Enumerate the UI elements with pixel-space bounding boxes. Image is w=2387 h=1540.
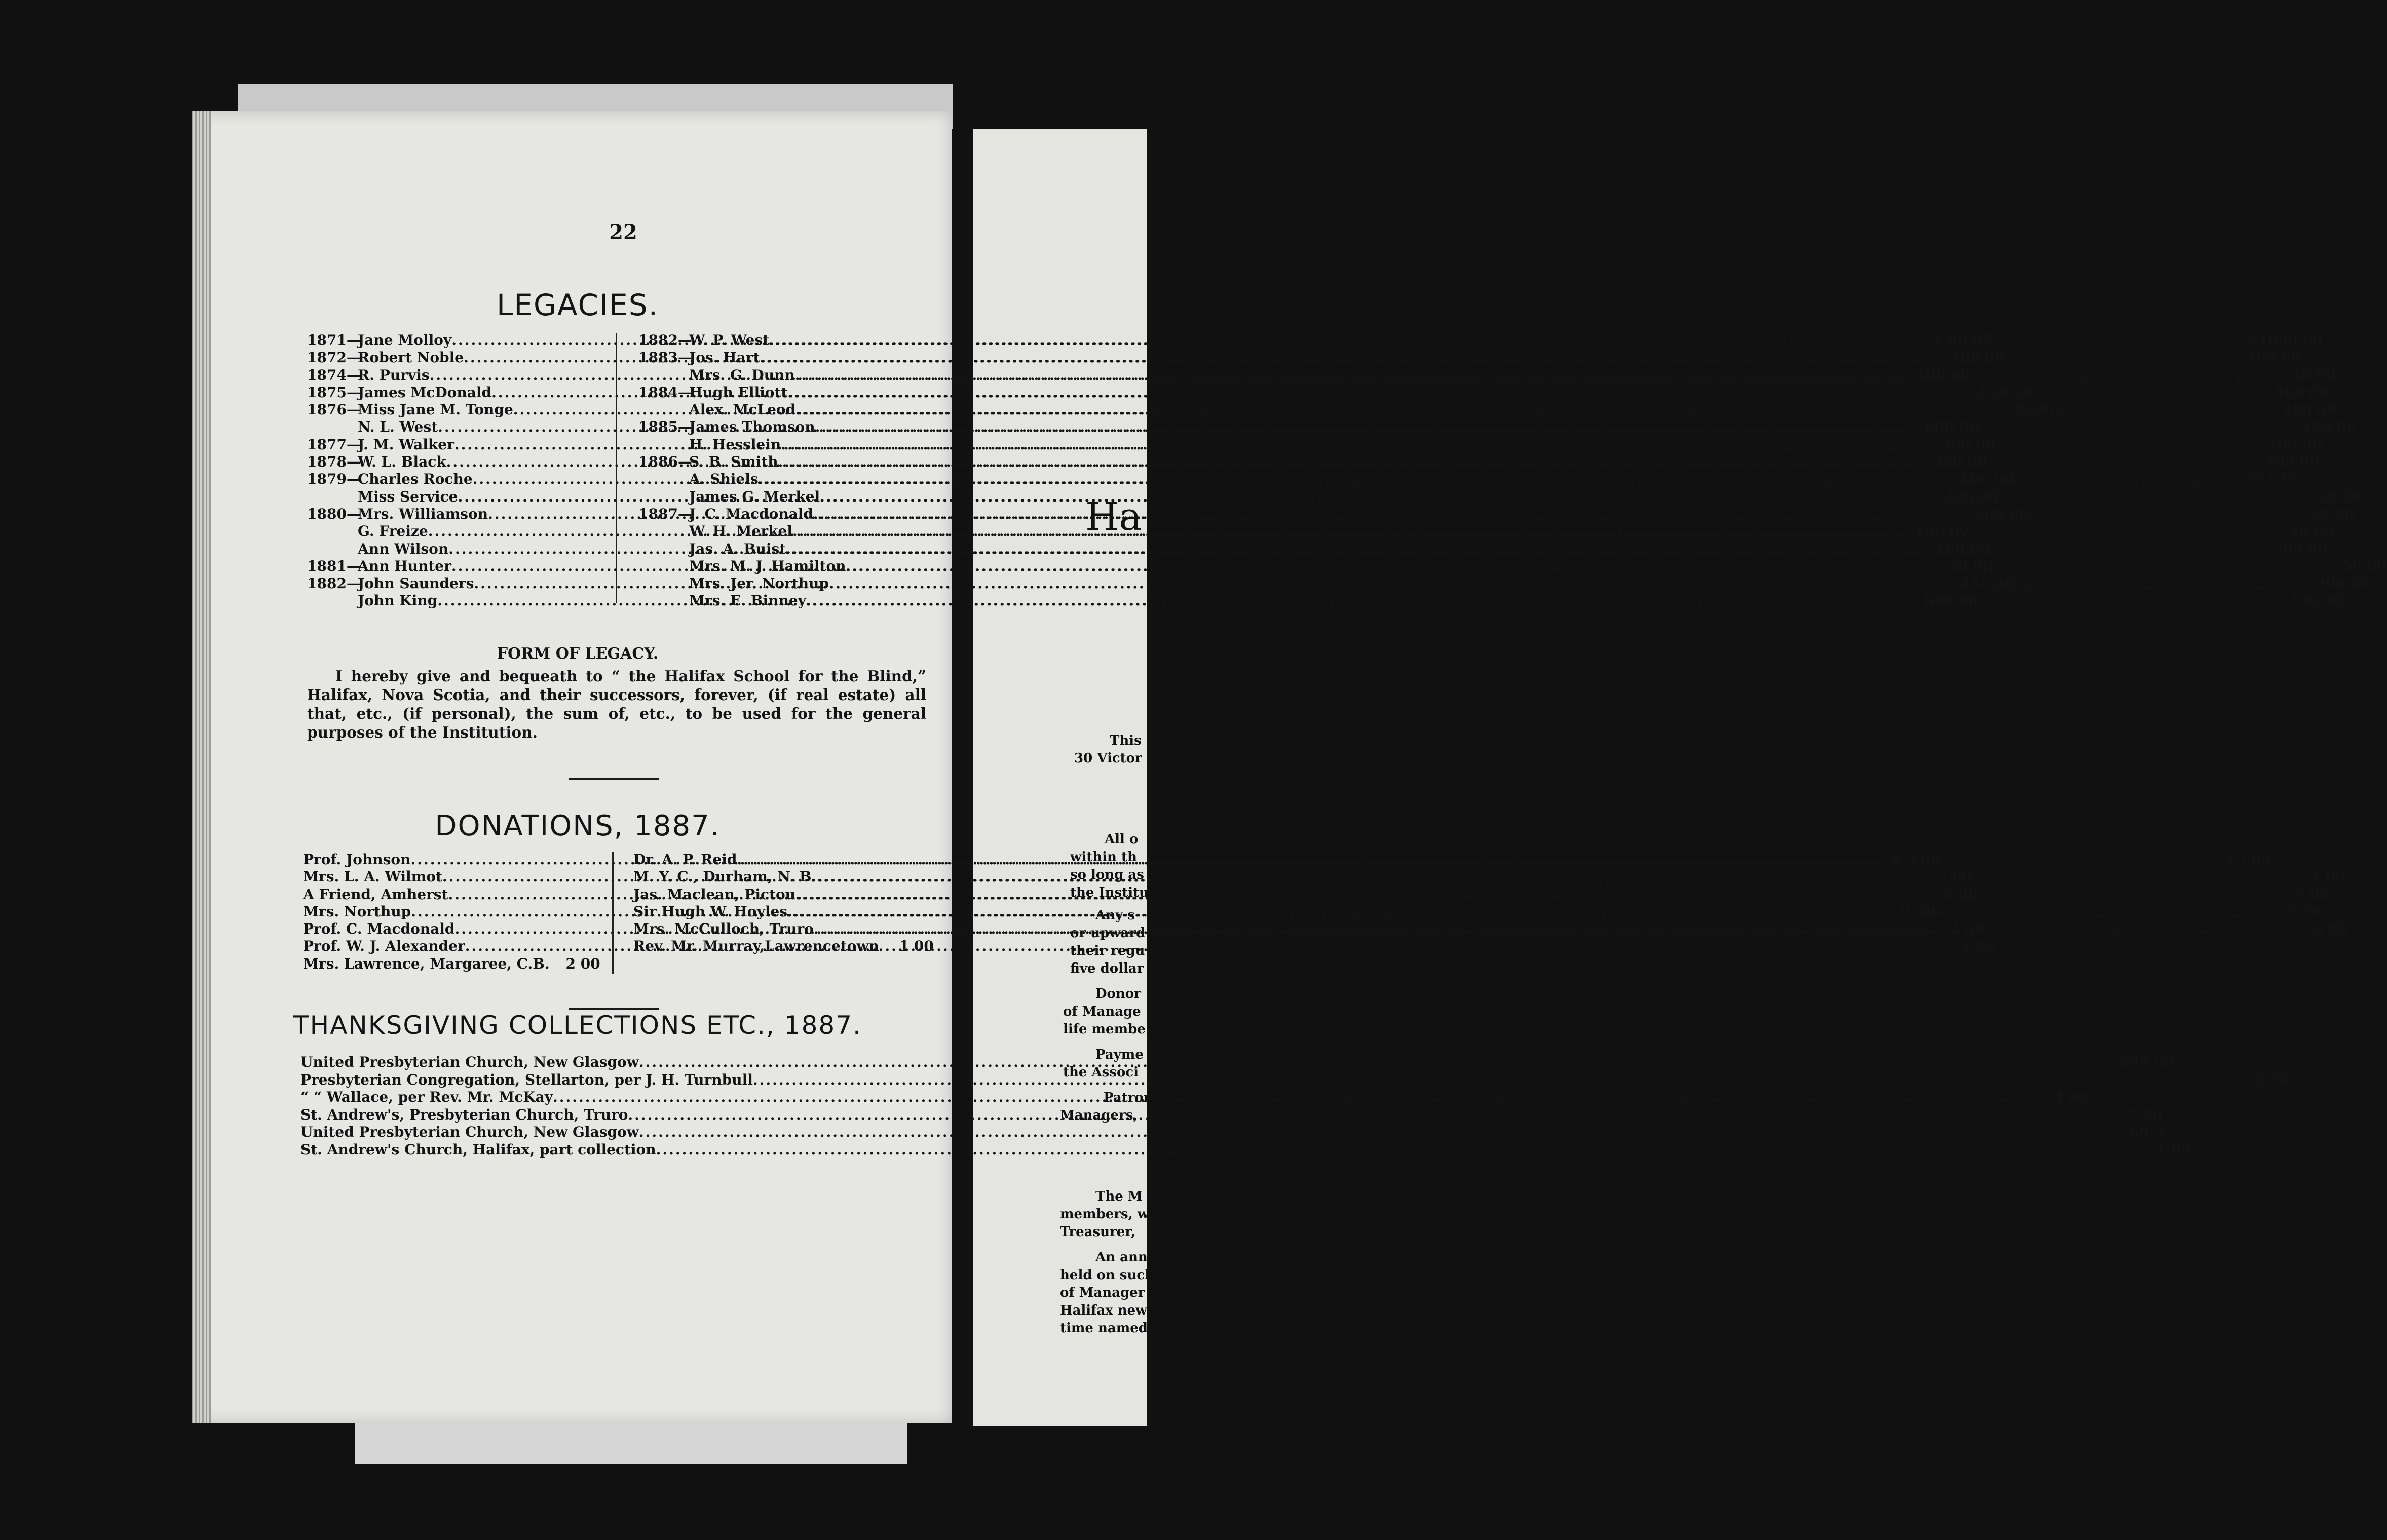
entry-name: “ “ Wallace, per Rev. Mr. McKay [300, 1089, 553, 1105]
facing-page-line: within th [1070, 850, 1137, 865]
entry-amount: 5 00 [2287, 903, 2322, 920]
leader-dots [786, 541, 2265, 558]
entry-name: Ann Wilson [358, 540, 449, 557]
entry-name: Jos. Hart [689, 349, 760, 366]
entry-name: John King [358, 592, 438, 609]
entry-amount: 1 00 [899, 938, 934, 955]
entry-year: 1886— [638, 453, 692, 471]
leader-dots [795, 367, 2274, 384]
entry-amount: 50 00 [2309, 505, 2355, 522]
facing-page-line: the Institu [1070, 885, 1149, 900]
facing-page-line: or upward [1070, 926, 1146, 941]
entry-year: 1882— [638, 332, 692, 349]
entry-amount: 2 00 [2313, 920, 2348, 938]
entry-year: 1881— [307, 557, 361, 574]
entry-name: J. M. Walker [358, 436, 454, 453]
entry-name: Mrs. G. Dunn [689, 366, 795, 383]
entry-amount: 400 00 [1944, 488, 1999, 505]
entry-amount: 500 00 [2293, 592, 2347, 609]
entry-year: 1887— [638, 505, 692, 522]
leader-dots [815, 418, 2294, 436]
entry-year: 1882— [307, 575, 361, 592]
entry-amount: 600 00 [1924, 592, 1979, 609]
entry-amount: 500 00 [1941, 436, 1996, 453]
entry-name: A Friend, Amherst [303, 885, 448, 903]
facing-page-line: of Manage [1063, 1004, 1141, 1019]
entry-amount: 800 00 [1924, 418, 1979, 436]
entry-name: Dr. A. P. Reid [633, 851, 737, 868]
leader-dots [778, 453, 2257, 471]
entry-name: Jas. A. Buist [689, 540, 786, 557]
entry-amount: 100 00 [2246, 349, 2301, 366]
legacies-heading: LEGACIES. [496, 288, 659, 322]
facing-page-line: their regu [1070, 943, 1145, 958]
entry-year: 1875— [307, 383, 361, 401]
facing-page-line: Treasurer, [1060, 1224, 1136, 1240]
facing-page-line: Donor [1095, 986, 1141, 1002]
entry-amount: 100 00 [2267, 436, 2322, 453]
entry-row [300, 1141, 2191, 1159]
leader-dots [787, 903, 2266, 920]
entry-row [300, 1124, 2174, 1141]
leader-dots [753, 1071, 2232, 1089]
entry-year: 1878— [307, 453, 361, 471]
entry-name: Mrs. Lawrence, Margaree, C.B. [303, 955, 550, 972]
facing-page-line: All o [1105, 832, 1139, 847]
entry-name: Alex. McLeod [689, 401, 796, 418]
entry-name: Prof. Johnson [303, 851, 411, 868]
leader-dots [795, 401, 2275, 418]
entry-name: W. H. Merkel [689, 523, 792, 540]
entry-year: 1884— [638, 383, 692, 401]
entry-amount: 100 00 [1959, 471, 2014, 488]
entry-amount: 4 00 [1950, 920, 1985, 938]
entry-name: G. Freize [358, 523, 428, 540]
entry-amount: 20 00 [2010, 401, 2055, 418]
entry-amount: 100 00 [2264, 453, 2319, 471]
entry-amount: 10 00 [1896, 903, 1941, 920]
entry-name: R. Purvis [358, 366, 430, 383]
facing-page-line: Halifax new [1060, 1303, 1147, 1318]
entry-amount: 100 00 [1950, 349, 2005, 366]
entry-name: J. C. Macdonald [689, 505, 814, 522]
facing-page-line: life membe [1063, 1022, 1146, 1037]
leader-dots [737, 851, 2216, 868]
entry-amount: 250 00 [1933, 453, 1987, 471]
entry-amount: 8 00 [2253, 1071, 2288, 1088]
entry-amount: 69 25 [2129, 1124, 2174, 1140]
entry-row [638, 349, 2301, 366]
facing-page-line: Payme [1095, 1047, 1144, 1062]
entry-amount: 552 18 [2245, 471, 2299, 488]
entry-name: United Presbyterian Church, New Glasgow [300, 1124, 639, 1140]
entry-amount: 1 00 [2310, 868, 2345, 885]
entry-amount: 50 00 [2316, 488, 2361, 505]
entry-name: Mrs. E. Binney [689, 592, 806, 609]
leader-dots [846, 558, 2325, 575]
thanksgiving-heading: THANKSGIVING COLLECTIONS ETC., 1887. [293, 1011, 862, 1040]
entry-name: M. Y. C., Durham, N. B [633, 868, 812, 885]
entry-name: James McDonald [358, 383, 492, 401]
entry-name: Prof. W. J. Alexander [303, 938, 465, 955]
page-number: 22 [609, 220, 637, 244]
entry-name: Rev. Mr. Murray,Lawrencetown [633, 938, 879, 955]
facing-page-line: the Associ [1063, 1065, 1139, 1080]
entry-amount: 150 00 [1978, 383, 2033, 401]
leader-dots [820, 488, 2299, 506]
facing-page-line: of Manager [1060, 1285, 1145, 1300]
leader-dots [787, 384, 2266, 401]
legacies-column-divider [616, 333, 617, 603]
entry-amount: $59 00 [2119, 1054, 2174, 1070]
entry-amount: 5 00 [1943, 885, 1978, 903]
leader-dots [813, 506, 2292, 523]
entry-year: 1874— [307, 366, 361, 383]
entry-name: Prof. C. Macdonald [303, 920, 455, 938]
entry-name: United Presbyterian Church, New Glasgow [300, 1054, 639, 1070]
leader-dots [639, 1054, 2118, 1071]
facing-page-line: Any s [1095, 908, 1135, 923]
entry-amount: 100 00 [2282, 401, 2337, 418]
entry-name: Miss Service [358, 488, 458, 505]
leader-dots [829, 575, 2308, 592]
entry-amount: 50 00 [2289, 523, 2334, 540]
donations-heading: DONATIONS, 1887. [435, 810, 721, 842]
entry-amount: 1 00 [2156, 1141, 2191, 1158]
entry-name: W. P. West [689, 332, 770, 349]
entry-name: Presbyterian Congregation, Stellarton, per J. H. Turnbull [300, 1071, 753, 1088]
entry-amount: 7 50 [2128, 1106, 2163, 1123]
entry-name: A. Shiels [689, 471, 759, 488]
entry-amount: 5 00 [1937, 868, 1973, 885]
entry-amount: 200 00 [2316, 575, 2370, 592]
entry-year: 1885— [638, 418, 692, 436]
entry-name: Miss Jane M. Tonge [358, 401, 513, 418]
entry-name: James G. Merkel [689, 488, 820, 505]
facing-page-line: Patron [1104, 1090, 1153, 1105]
facing-page-line: The M [1095, 1189, 1143, 1204]
entry-year: 1877— [307, 436, 361, 453]
entry-year: 1883— [638, 349, 692, 366]
entry-name: W. L. Black [358, 453, 446, 471]
entry-amount: 100 00 [1914, 523, 1969, 540]
entry-name: Mrs. Northup [303, 903, 411, 920]
donations-column-divider [612, 852, 614, 974]
entry-amount: 200 00 [1975, 505, 2029, 522]
entry-amount: 500 00 [2272, 540, 2327, 557]
entry-amount: $ 5 00 [1891, 851, 1941, 868]
entry-amount: $1000 00 [2248, 332, 2323, 349]
entry-name: Mrs. Williamson [358, 505, 488, 522]
entry-amount: $5 00 [2226, 851, 2271, 868]
leader-dots [628, 1106, 2107, 1124]
facing-page-line: five dollar [1070, 961, 1144, 976]
entry-name: H. Hesslein [689, 436, 781, 453]
entry-year: 1871— [307, 332, 361, 349]
leader-dots [759, 471, 2238, 488]
leader-dots [781, 436, 2260, 453]
entry-year: 1880— [307, 505, 361, 522]
entry-amount: 4 00 [2053, 1089, 2088, 1105]
entry-amount: $ 88 87 [1933, 332, 1993, 349]
leader-dots [792, 523, 2271, 540]
facing-page-line: 30 Victor [1074, 751, 1142, 766]
entry-year: 1872— [307, 349, 361, 366]
leader-dots [814, 920, 2293, 938]
section-rule [569, 778, 659, 780]
entry-amount: 100 00 [2274, 383, 2329, 401]
entry-name: St. Andrew's Church, Halifax, part collection [300, 1141, 656, 1158]
facing-page-line: so long as [1070, 867, 1144, 882]
entry-name: Jas. Maclean, Pictou [633, 885, 795, 903]
entry-name: St. Andrew's, Presbyterian Church, Truro [300, 1106, 628, 1123]
entry-year: 1879— [307, 471, 361, 488]
entry-name: Mrs. M. J. Hamilton [689, 557, 846, 574]
entry-amount: 5 00 [2295, 885, 2330, 903]
entry-name: Mrs. Jer. Northup [689, 575, 829, 592]
entry-amount: 50 00 [2342, 557, 2387, 574]
facing-page-line: Managers, [1060, 1108, 1138, 1123]
entry-name: James Thomson [689, 418, 815, 436]
facing-page-line: held on such [1060, 1267, 1155, 1283]
entry-amount: 20 00 [1948, 557, 1993, 574]
entry-name: Mrs. McCulloch, Truro [633, 920, 814, 938]
entry-amount: 100 00 [1935, 540, 1990, 557]
entry-name: N. L. West [358, 418, 438, 436]
entry-name: S. B. Smith [689, 453, 778, 471]
entry-name: Ann Hunter [358, 557, 451, 574]
facing-page-title: Ha [1085, 494, 1142, 539]
entry-amount: 100 00 [1916, 366, 1971, 383]
entry-year: 1876— [307, 401, 361, 418]
leader-dots [769, 332, 2248, 349]
leader-dots [553, 1089, 2032, 1106]
entry-name: John Saunders [358, 575, 474, 592]
entry-name: Charles Roche [358, 471, 473, 488]
section-rule [569, 1008, 659, 1010]
entry-row [303, 955, 600, 973]
entry-name: Robert Noble [358, 349, 464, 366]
facing-page-line: This [1110, 733, 1142, 748]
facing-page-line: time named [1060, 1321, 1148, 1336]
facing-page-line: members, w [1060, 1207, 1149, 1222]
entry-name: Mrs. L. A. Wilmot [303, 868, 442, 885]
entry-row [633, 938, 934, 955]
leader-dots [760, 349, 2239, 366]
entry-name: Jane Molloy [358, 332, 452, 349]
leader-dots [811, 868, 2290, 885]
form-of-legacy-text: I hereby give and bequeath to “ the Halifax School for the Blind,” Halifax, Nova Scotia, and their successors, forever, (if real estate) all that, etc., (if personal), the sum of, etc., to be used for the general purposes of the Institution. [307, 667, 926, 741]
entry-amount: 40 00 [2291, 366, 2336, 383]
entry-amount: 5 00 [1960, 938, 1995, 955]
form-of-legacy-heading: FORM OF LEGACY. [497, 645, 659, 663]
leader-dots [656, 1141, 2135, 1159]
entry-amount: 100 00 [2301, 418, 2356, 436]
facing-page-line: An ann [1095, 1250, 1148, 1265]
entry-name: Sir Hugh W. Hoyles [633, 903, 788, 920]
entry-amount: 416 36 [1960, 575, 2015, 592]
leader-dots [806, 592, 2285, 609]
leader-dots [795, 886, 2275, 903]
leader-dots [639, 1124, 2118, 1141]
entry-amount: 2 00 [565, 955, 600, 972]
entry-name: Hugh Elliott [689, 383, 788, 401]
